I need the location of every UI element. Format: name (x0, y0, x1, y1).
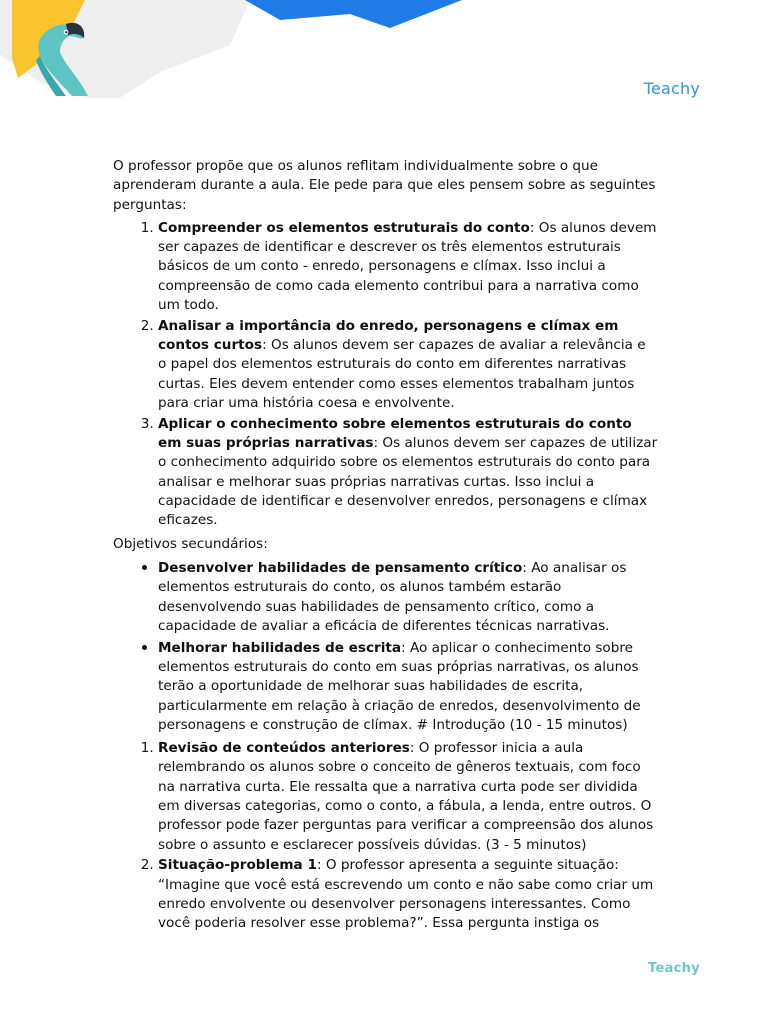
list-item (158, 317, 658, 413)
list-item (158, 219, 658, 315)
secondary-heading: Objetivos secundários: (113, 535, 268, 552)
list-item-title: Desenvolver habilidades de pensamento crítico (158, 559, 523, 576)
secondary-objectives-list (113, 558, 658, 735)
list-item-text: : Ao analisar os elementos estruturais do conto, os alunos também estarão desenvolvendo suas habilidades de pensamento crítico, como a capacidade de avaliar a eficácia de diferentes técnicas narrativas. (158, 559, 627, 634)
brand-name: Teachy (643, 79, 700, 98)
list-item-text: : Os alunos devem ser capazes de avaliar a relevância e o papel dos elementos estruturais do conto em diferentes narrativas curtas. Eles devem entender como esses elementos trabalham juntos para criar uma história coesa e envolvente. (158, 337, 646, 412)
document-body (113, 157, 658, 938)
intro-paragraph: O professor propõe que os alunos reflitam individualmente sobre o que aprenderam durante a aula. Ele pede para que eles pensem sobre as seguintes perguntas: (113, 158, 656, 213)
list-item-title: Aplicar o conhecimento sobre elementos estruturais do conto em suas próprias narrativas (158, 415, 632, 452)
list-item-text: : O professor inicia a aula relembrando os alunos sobre o conceito de gêneros textuais, com foco na narrativa curta. Ele ressalta que a narrativa curta pode ser dividida em diversas categorias, como o conto, a fábula, a lenda, entre outros. O professor pode fazer perguntas para verificar a compreensão dos alunos sobre o assunto e esclarecer possíveis dúvidas. (3 - 5 minutos) (158, 740, 654, 853)
list-item (158, 638, 658, 735)
list-item-text: : Os alunos devem ser capazes de utilizar o conhecimento adquirido sobre os elementos estruturais do conto para analisar e melhorar suas próprias narrativas curtas. Isso inclui a capacidade de identificar e desenvolver enredos, personagens e clímax eficazes. (158, 435, 658, 529)
list-item-title: Situação-problema 1 (158, 857, 317, 874)
list-item-title: Revisão de conteúdos anteriores (158, 740, 410, 757)
list-item-text: : O professor apresenta a seguinte situação: “Imagine que você está escrevendo um conto e não sabe como criar um enredo envolvente ou desenvolver personagens interessantes. Como você poderia resolver esse problema?”. Essa pergunta instiga os (158, 857, 654, 932)
list-item-title: Compreender os elementos estruturais do conto (158, 219, 530, 236)
list-item-title: Melhorar habilidades de escrita (158, 639, 402, 656)
list-item (158, 415, 658, 531)
list-item (158, 739, 658, 855)
list-item (158, 558, 658, 636)
main-objectives-list (113, 219, 658, 531)
list-item-title: Analisar a importância do enredo, personagens e clímax em contos curtos (158, 317, 619, 354)
footer-brand: Teachy (648, 961, 700, 976)
list-item (158, 856, 658, 933)
intro-steps-list (113, 739, 658, 933)
list-item-text: : Os alunos devem ser capazes de identificar e descrever os três elementos estruturais básicos de um conto - enredo, personagens e clímax. Isso inclui a compreensão de como cada elemento contribui para a narrativa como um todo. (158, 219, 657, 314)
list-item-text: : Ao aplicar o conhecimento sobre elementos estruturais do conto em suas próprias narrativas, os alunos terão a oportunidade de melhorar suas habilidades de escrita, particularmente em relação à criação de enredos, desenvolvimento de personagens e construção de clímax. # Introdução (10 - 15 minutos) (158, 639, 641, 733)
